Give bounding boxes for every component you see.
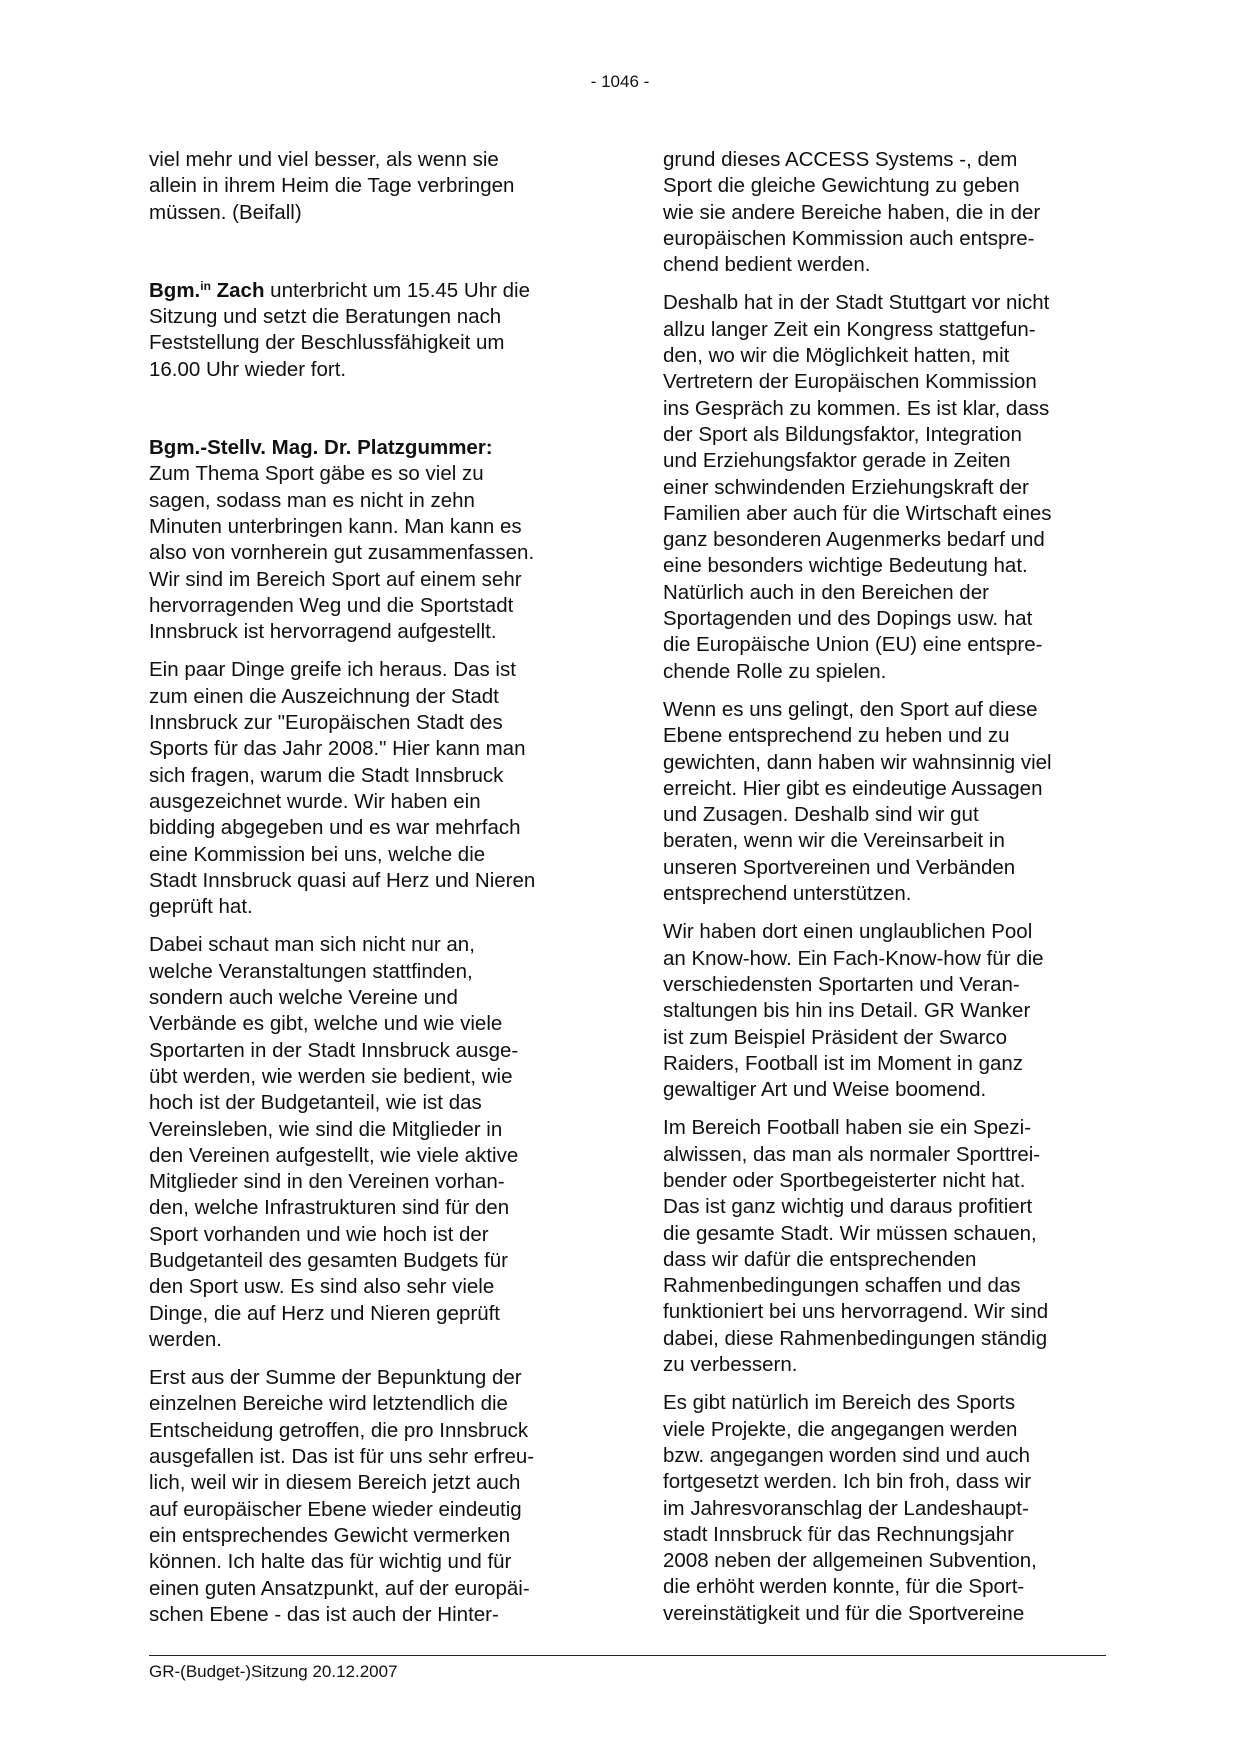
speaker-name: Zach xyxy=(210,278,265,302)
speaker-paragraph-platzgummer xyxy=(149,435,589,645)
paragraph: Dabei schaut man sich nicht nur an, welche Veranstaltungen stattfinden, sondern auch welche Vereine und Verbände es gibt, welche und wie viele Sportarten in der Stadt Innsbruck ausge- übt werden, wie werden sie bedient, wie hoch ist der Budgetanteil, wie ist das Vereinsleben, wie sind die Mitglieder in den Vereinen aufgestellt, wie viele aktive Mitglieder sind in den Vereinen vorhan- den, welche Infrastrukturen sind für den Sport vorhanden und wie hoch ist der Budgetanteil des gesamten Budgets für den Sport usw. Es sind also sehr viele Dinge, die auf Herz und Nieren geprüft werden. xyxy=(149,933,519,1351)
paragraph: Wenn es uns gelingt, den Sport auf diese Ebene entsprechend zu heben und zu gewichten, dann haben wir wahnsinnig viel erreicht. Hier gibt es eindeutige Aussagen und Zusagen. Deshalb sind wir gut beraten, wenn wir die Vereinsarbeit in unseren Sportvereinen und Verbänden entsprechend unterstützen. xyxy=(663,697,1052,906)
speaker-name: Bgm.-Stellv. Mag. Dr. Platzgummer: xyxy=(149,436,493,460)
paragraph: Ein paar Dinge greife ich heraus. Das ist zum einen die Auszeichnung der Stadt Innsbruck zur "Europäischen Stadt des Sports für das Jahr 2008." Hier kann man sich fragen, warum die Stadt Innsbruck ausgezeichnet wurde. Wir haben ein bidding abgegeben und es war mehrfach eine Kommission bei uns, welche die Stadt Innsbruck quasi auf Herz und Nieren geprüft hat. xyxy=(149,658,536,919)
paragraph-text: Zum Thema Sport gäbe es so viel zu sagen, sodass man es nicht in zehn Minuten unterbringen kann. Man kann es also von vornherein gut zusammenfassen. Wir sind im Bereich Sport auf einem sehr hervorragenden Weg und die Sportstadt Innsbruck ist hervorragend aufgestellt. xyxy=(149,462,535,644)
page-number: - 1046 - xyxy=(590,72,650,91)
paragraph: grund dieses ACCESS Systems -, dem Sport die gleiche Gewichtung zu geben wie sie andere Bereiche haben, die in der europäischen Kommission auch entspre- chend bedient werden. xyxy=(663,148,1041,277)
paragraph: viel mehr und viel besser, als wenn sie allein in ihrem Heim die Tage verbringen müssen. (Beifall) xyxy=(149,148,515,224)
paragraph: Es gibt natürlich im Bereich des Sports viele Projekte, die angegangen werden bzw. angegangen worden sind und auch fortgesetzt werden. Ich bin froh, dass wir im Jahresvoranschlag der Landeshaupt- stadt Innsbruck für das Rechnungsjahr 2008 neben der allgemeinen Subvention, die erhöht werden konnte, für die Sport- vereinstätigkeit und für die Sportvereine xyxy=(663,1391,1037,1625)
speaker-title: Bgm. xyxy=(149,278,201,302)
footer-divider xyxy=(149,1655,1106,1656)
paragraph-text: unterbricht um 15.45 Uhr die Sitzung und setzt die Beratungen nach Feststellung der Beschlussfähigkeit um 16.00 Uhr wieder fort. xyxy=(149,278,530,381)
paragraph: Wir haben dort einen unglaublichen Pool an Know-how. Ein Fach-Know-how für die verschiedensten Sportarten und Veran- staltungen bis hin ins Detail. GR Wanker ist zum Beispiel Präsident der Swarco Raiders, Football ist im Moment in ganz gewaltiger Art und Weise boomend. xyxy=(663,920,1044,1102)
footer-text: GR-(Budget-)Sitzung 20.12.2007 xyxy=(149,1662,398,1681)
paragraph: Deshalb hat in der Stadt Stuttgart vor nicht allzu langer Zeit ein Kongress stattgefun- den, wo wir die Möglichkeit hatten, mit Vertretern der Europäischen Kommission ins Gespräch zu kommen. Es ist klar, dass der Sport als Bildungsfaktor, Integration und Erziehungsfaktor gerade in Zeiten einer schwindenden Erziehungskraft der Familien aber auch für die Wirtschaft eines ganz besonderen Augenmerks bedarf und eine besonders wichtige Bedeutung hat. Natürlich auch in den Bereichen der Sportagenden und des Dopings usw. hat die Europäische Union (EU) eine entspre- chende Rolle zu spielen. xyxy=(663,291,1052,683)
speaker-paragraph-zach xyxy=(149,278,589,383)
paragraph: Erst aus der Summe der Bepunktung der einzelnen Bereiche wird letztendlich die Entscheidung getroffen, die pro Innsbruck ausgefallen ist. Das ist für uns sehr erfreu- lich, weil wir in diesem Bereich jetzt auch auf europäischer Ebene wieder eindeutig ein entsprechendes Gewicht vermerken können. Ich halte das für wichtig und für einen guten Ansatzpunkt, auf der europäi- schen Ebene - das ist auch der Hinter- xyxy=(149,1366,535,1626)
left-column xyxy=(149,147,589,1640)
speaker-superscript: in xyxy=(200,278,211,293)
right-column xyxy=(663,147,1108,1639)
paragraph: Im Bereich Football haben sie ein Spezi- alwissen, das man als normaler Sporttrei- bender oder Sportbegeisterter nicht hat. Das ist ganz wichtig und daraus profitiert die gesamte Stadt. Wir müssen schauen, dass wir dafür die entsprechenden Rahmenbedingungen schaffen und das funktioniert bei uns hervorragend. Wir sind dabei, diese Rahmenbedingungen ständig zu verbessern. xyxy=(663,1116,1049,1377)
